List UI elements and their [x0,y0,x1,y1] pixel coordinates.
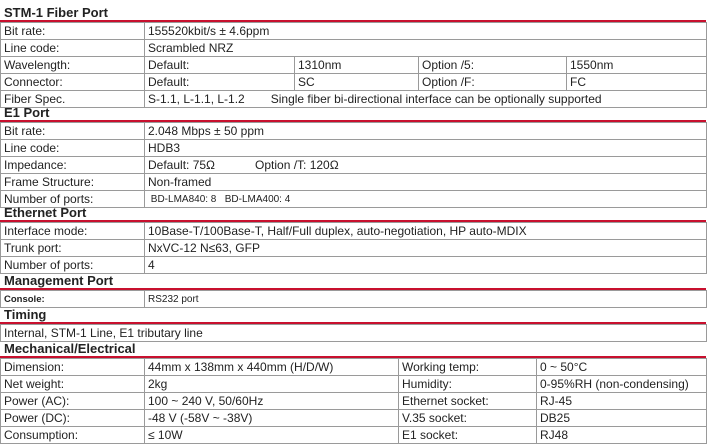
table-row [1,174,707,191]
mech-label2: Ethernet socket: [399,393,537,410]
stm1-title: STM-1 Fiber Port [4,5,109,20]
mech-label: Net weight: [1,376,145,393]
stm1-bit-rate-value: 155520kbit/s ± 4.6ppm [145,23,707,40]
stm1-conn-default-label: Default: [145,74,295,91]
table-row [1,157,707,174]
stm1-fiber-label: Fiber Spec. [1,91,145,108]
stm1-conn-default-value: SC [295,74,419,91]
mech-value2: 0-95%RH (non-condensing) [537,376,707,393]
e1-bit-rate-label: Bit rate: [1,123,145,140]
table-row [1,393,707,410]
timing-value: Internal, STM-1 Line, E1 tributary line [1,325,707,342]
e1-bit-rate-value: 2.048 Mbps ± 50 ppm [145,123,707,140]
table-row [1,140,707,157]
stm1-line-code-value: Scrambled NRZ [145,40,707,57]
table-row [1,427,707,444]
mech-value2: 0 ~ 50°C [537,359,707,376]
mechanical-section [0,341,706,444]
mech-value: 100 ~ 240 V, 50/60Hz [145,393,399,410]
e1-impedance-label: Impedance: [1,157,145,174]
table-row [1,325,707,342]
stm1-wl-default-value: 1310nm [295,57,419,74]
table-row [1,291,707,308]
mech-label: Consumption: [1,427,145,444]
ethernet-title: Ethernet Port [4,205,87,220]
stm1-conn-option-value: FC [567,74,707,91]
table-row [1,74,707,91]
e1-impedance-default: Default: 75Ω [148,157,216,172]
e1-frame-label: Frame Structure: [1,174,145,191]
e1-title: E1 Port [4,105,50,120]
e1-table [0,122,707,208]
mech-label: Dimension: [1,359,145,376]
eth-trunk-label: Trunk port: [1,240,145,257]
table-row [1,359,707,376]
management-section [0,273,706,308]
mechanical-title: Mechanical/Electrical [4,341,136,356]
mech-value2: RJ48 [537,427,707,444]
table-row [1,57,707,74]
mech-value: 44mm x 138mm x 440mm (H/D/W) [145,359,399,376]
table-row [1,223,707,240]
table-row [1,40,707,57]
stm1-section [0,5,706,108]
mech-label2: Working temp: [399,359,537,376]
stm1-conn-option-label: Option /F: [419,74,567,91]
mech-value: -48 V (-58V ~ -38V) [145,410,399,427]
mech-label: Power (DC): [1,410,145,427]
eth-interface-value: 10Base-T/100Base-T, Half/Full duplex, auto-negotiation, HP auto-MDIX [145,223,707,240]
timing-section [0,307,706,342]
mech-value: ≤ 10W [145,427,399,444]
ethernet-table [0,222,707,274]
table-row [1,257,707,274]
mech-value2: RJ-45 [537,393,707,410]
e1-ports-label: Number of ports: [1,191,145,208]
table-row [1,410,707,427]
mechanical-table [0,358,707,444]
mech-label2: E1 socket: [399,427,537,444]
stm1-fiber-value: S-1.1, L-1.1, L-1.2 [148,91,245,106]
stm1-connector-label: Connector: [1,74,145,91]
mech-label2: V.35 socket: [399,410,537,427]
eth-interface-label: Interface mode: [1,223,145,240]
timing-table [0,324,707,342]
table-row [1,23,707,40]
console-label: Console: [1,291,145,308]
e1-impedance-option: Option /T: 120Ω [255,157,339,172]
mech-value: 2kg [145,376,399,393]
stm1-wl-option-label: Option /5: [419,57,567,74]
mech-label2: Humidity: [399,376,537,393]
stm1-bit-rate-label: Bit rate: [1,23,145,40]
timing-title: Timing [4,307,47,322]
mech-label: Power (AC): [1,393,145,410]
stm1-fiber-note: Single fiber bi-directional interface can be optionally supported [270,91,602,106]
stm1-line-code-label: Line code: [1,40,145,57]
e1-frame-value: Non-framed [145,174,707,191]
stm1-wl-option-value: 1550nm [567,57,707,74]
mech-value2: DB25 [537,410,707,427]
table-row [1,240,707,257]
table-row [1,376,707,393]
stm1-table [0,22,707,108]
eth-ports-value: 4 [145,257,707,274]
e1-line-code-value: HDB3 [145,140,707,157]
ethernet-section [0,205,706,274]
e1-ports-value-a: BD-LMA840: 8 [150,193,217,205]
management-title: Management Port [4,273,114,288]
management-table [0,290,707,308]
eth-ports-label: Number of ports: [1,257,145,274]
table-row [1,123,707,140]
console-value: RS232 port [145,291,707,308]
e1-line-code-label: Line code: [1,140,145,157]
e1-impedance-cell [145,157,707,174]
stm1-wl-default-label: Default: [145,57,295,74]
e1-section [0,105,706,208]
e1-ports-value-b: BD-LMA400: 4 [224,193,291,205]
eth-trunk-value: NxVC-12 N≤63, GFP [145,240,707,257]
stm1-wavelength-label: Wavelength: [1,57,145,74]
